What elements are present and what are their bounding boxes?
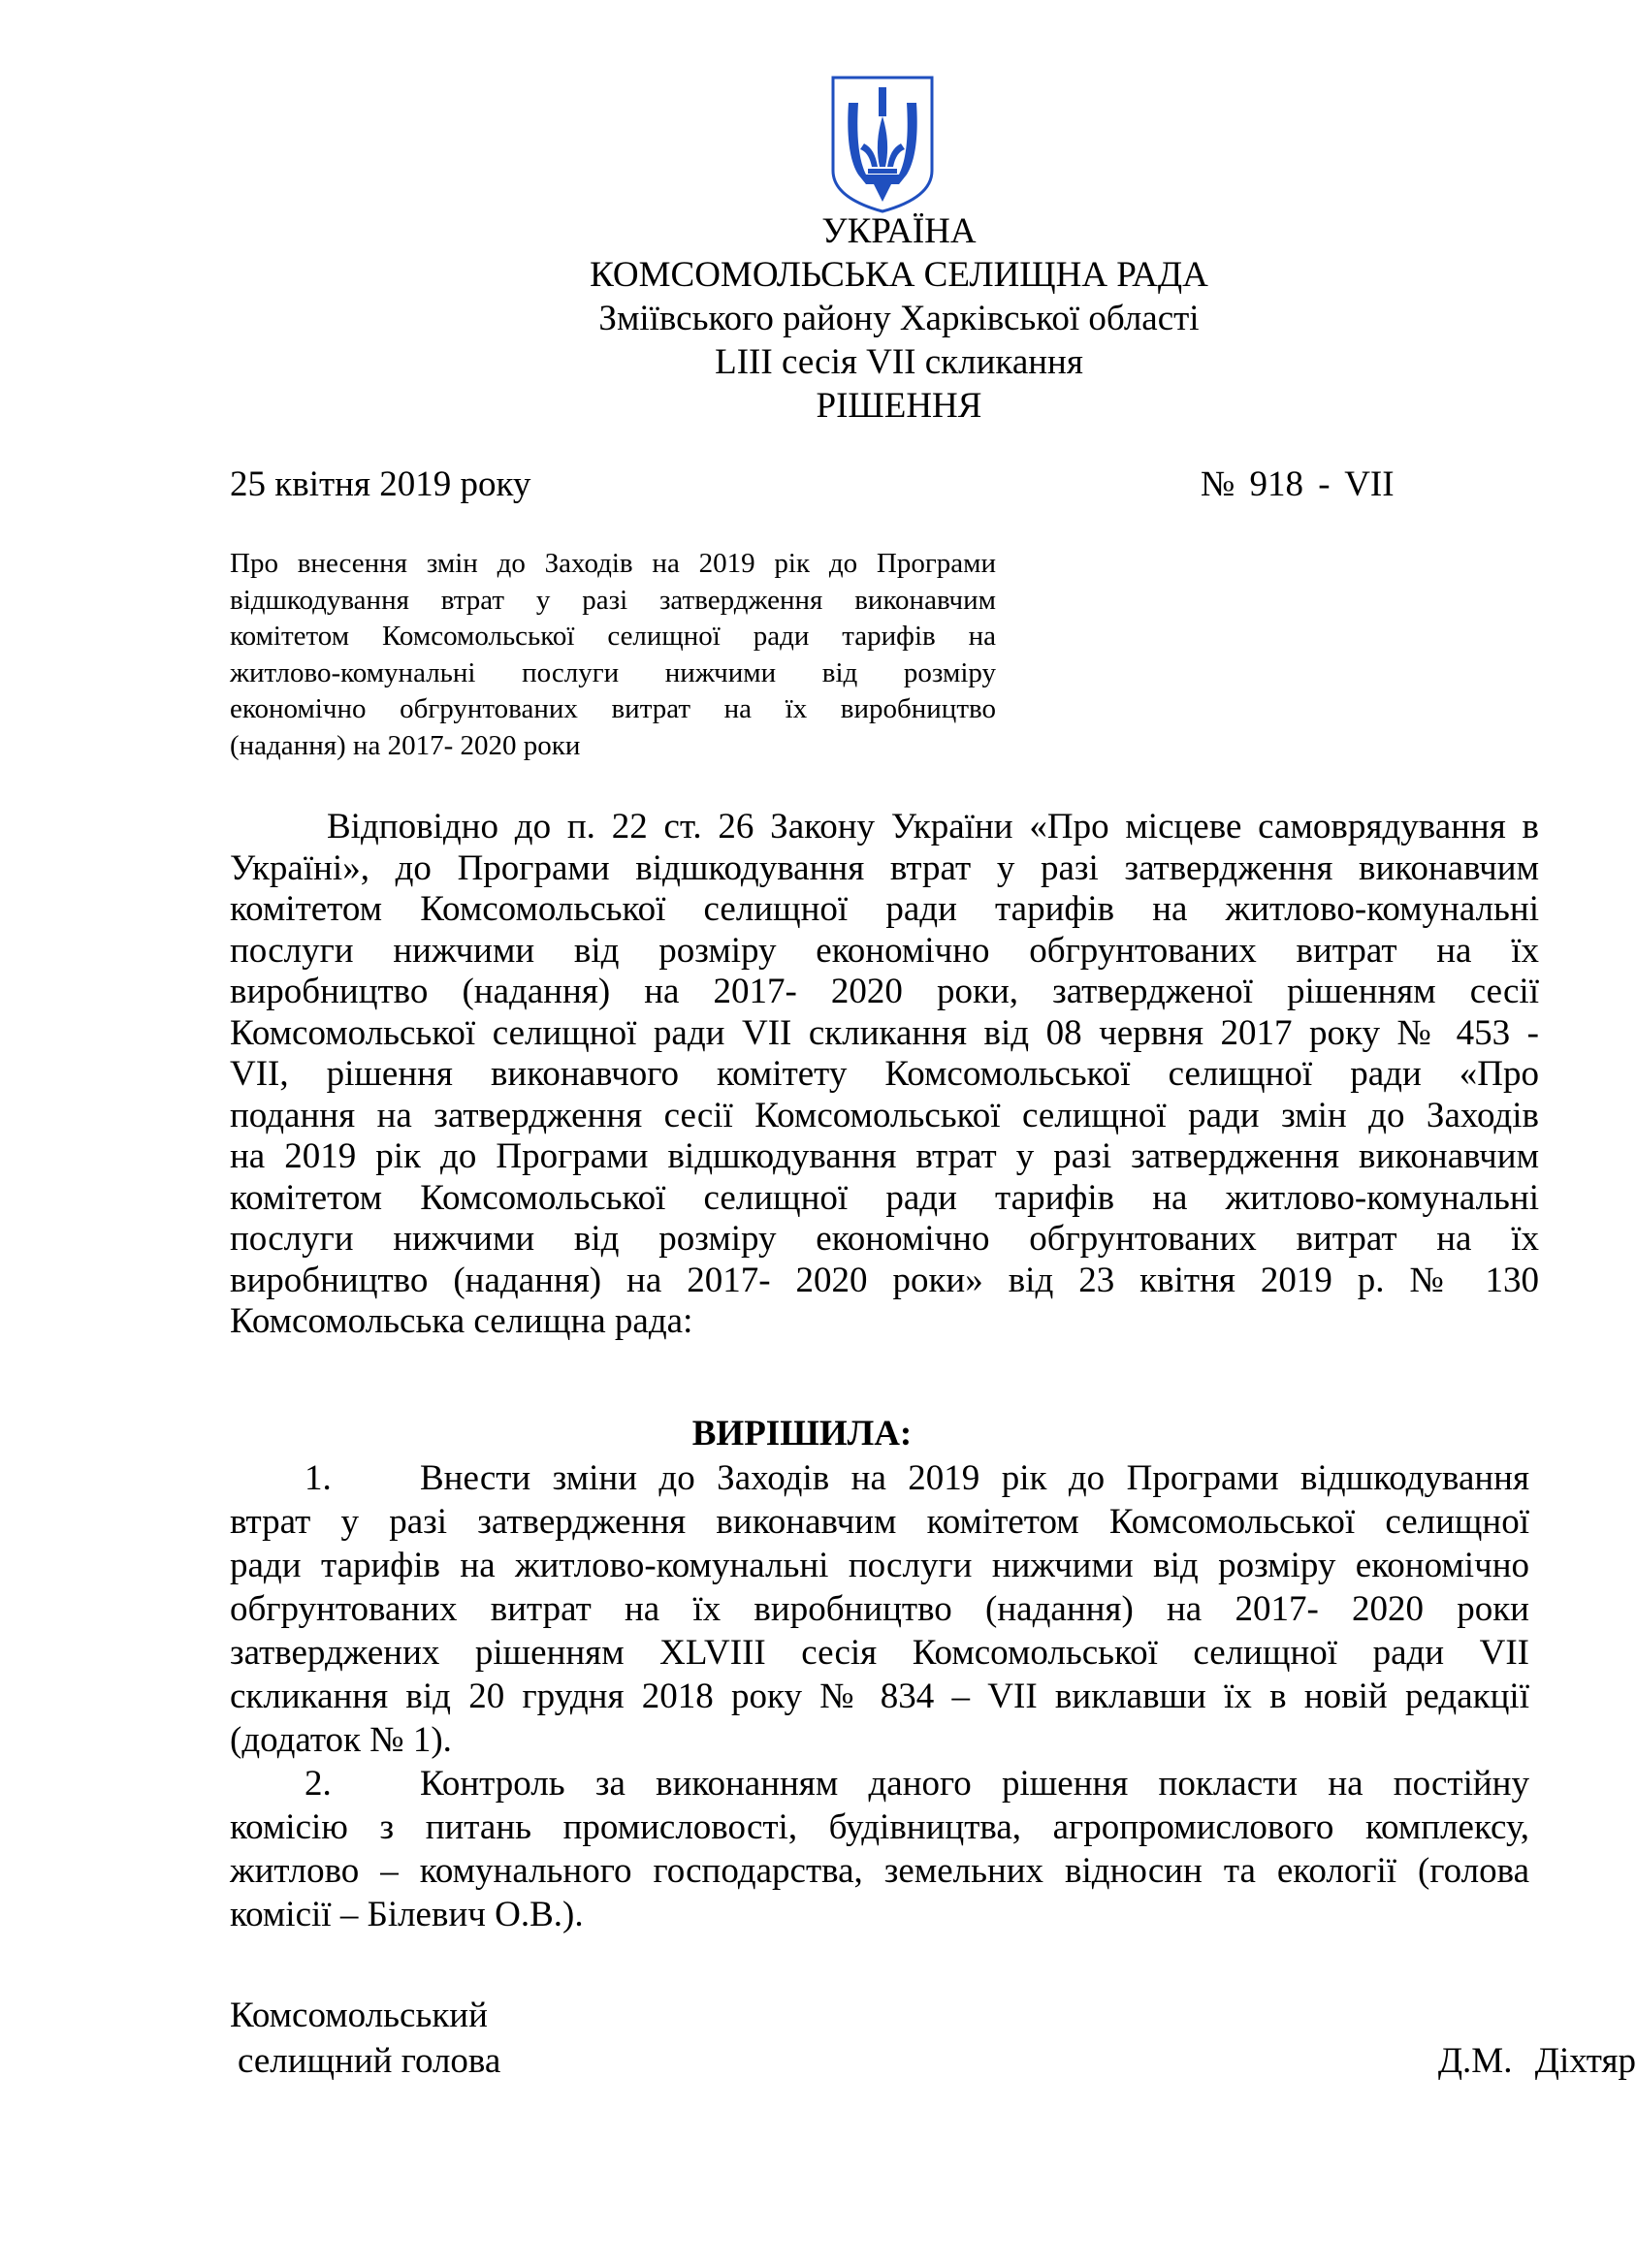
decision-line: скликання від 20 грудня 2018 року № 834 – VII виклавши їх в новій редакції — [230, 1677, 1529, 1716]
preamble-line: Комсомольська селищна рада: — [230, 1301, 693, 1341]
document-date: 25 квітня 2019 року — [230, 464, 531, 504]
decision-item-number: 1. — [305, 1458, 332, 1498]
preamble-line: подання на затвердження сесії Комсомольської селищної ради змін до Заходів — [230, 1095, 1539, 1135]
decision-item-1 — [230, 1456, 1529, 1500]
decision-line: ради тарифів на житлово-комунальні послуги нижчими від розміру економічно — [230, 1546, 1529, 1585]
decision-line: житлово – комунального господарства, земельних відносин та екології (голова — [230, 1851, 1529, 1891]
signature-name: Д.М. Діхтяр — [1437, 2041, 1636, 2081]
decision-line: Внести зміни до Заходів на 2019 рік до Програми відшкодування — [420, 1458, 1529, 1498]
decision-item-2 — [230, 1762, 1529, 1805]
preamble-line: послуги нижчими від розміру економічно обгрунтованих витрат на їх — [230, 930, 1539, 971]
session-name: LIII сесія VII скликання — [715, 342, 1083, 382]
preamble-line: виробництво (надання) на 2017- 2020 роки» від 23 квітня 2019 р. № 130 — [230, 1260, 1539, 1300]
document-subject — [230, 546, 996, 764]
decision-line: обгрунтованих витрат на їх виробництво (надання) на 2017- 2020 роки — [230, 1589, 1529, 1629]
preamble-line: Україні», до Програми відшкодування втрат у разі затвердження виконавчим — [230, 847, 1539, 888]
subject-line: Про внесення змін до Заходів на 2019 рік до Програми — [230, 548, 996, 579]
preamble-line: Відповідно до п. 22 ст. 26 Закону України «Про місцеве самоврядування в — [327, 807, 1539, 847]
document-number: № 918 - VII — [1201, 464, 1395, 504]
preamble-line: VII, рішення виконавчого комітету Комсомольської селищної ради «Про — [230, 1054, 1539, 1094]
subject-line: відшкодування втрат у разі затвердження виконавчим — [230, 584, 996, 616]
decision-list — [230, 1456, 1636, 2084]
document-header — [414, 209, 1384, 428]
decision-line: затверджених рішенням XLVIII сесія Комсомольської селищної ради VII — [230, 1633, 1529, 1673]
document-type: РІШЕННЯ — [816, 386, 982, 426]
preamble-line: комітетом Комсомольської селищної ради тарифів на житлово-комунальні — [230, 1177, 1539, 1218]
signature-title-line2: селищний голова — [238, 2041, 501, 2081]
preamble-line: послуги нижчими від розміру економічно обгрунтованих витрат на їх — [230, 1219, 1539, 1259]
decision-line: втрат у разі затвердження виконавчим комітетом Комсомольської селищної — [230, 1502, 1529, 1542]
district-name: Зміївського району Харківської області — [598, 299, 1200, 338]
signature-block — [230, 1993, 1636, 2084]
coat-of-arms-icon — [829, 74, 936, 215]
decided-heading: ВИРІШИЛА: — [691, 1414, 913, 1453]
subject-line: економічно обгрунтованих витрат на їх виробництво — [230, 693, 996, 724]
decision-item-number: 2. — [305, 1764, 332, 1804]
subject-line: комітетом Комсомольської селищної ради тарифів на — [230, 621, 996, 652]
decision-line: комісії – Білевич О.В.). — [230, 1895, 584, 1934]
subject-line: житлово-комунальні послуги нижчими від розміру — [230, 656, 996, 688]
decision-line: комісію з питань промисловості, будівництва, агропромислового комплексу, — [230, 1807, 1529, 1847]
signature-title-line1: Комсомольський — [230, 1996, 488, 2035]
preamble-line: Комсомольської селищної ради VII скликання від 08 червня 2017 року № 453 - — [230, 1012, 1539, 1053]
decision-line: Контроль за виконанням даного рішення покласти на постійну — [420, 1764, 1529, 1804]
council-name: КОМСОМОЛЬСЬКА СЕЛИЩНА РАДА — [590, 255, 1208, 295]
subject-line: (надання) на 2017- 2020 роки — [230, 729, 581, 761]
country-name: УКРАЇНА — [821, 211, 977, 251]
preamble-line: виробництво (надання) на 2017- 2020 роки, затвердженої рішенням сесії — [230, 972, 1539, 1011]
preamble-paragraph — [230, 807, 1539, 1343]
preamble-line: комітетом Комсомольської селищної ради тарифів на житлово-комунальні — [230, 889, 1539, 929]
decision-line: (додаток № 1). — [230, 1720, 452, 1760]
preamble-line: на 2019 рік до Програми відшкодування втрат у разі затвердження виконавчим — [230, 1136, 1539, 1176]
